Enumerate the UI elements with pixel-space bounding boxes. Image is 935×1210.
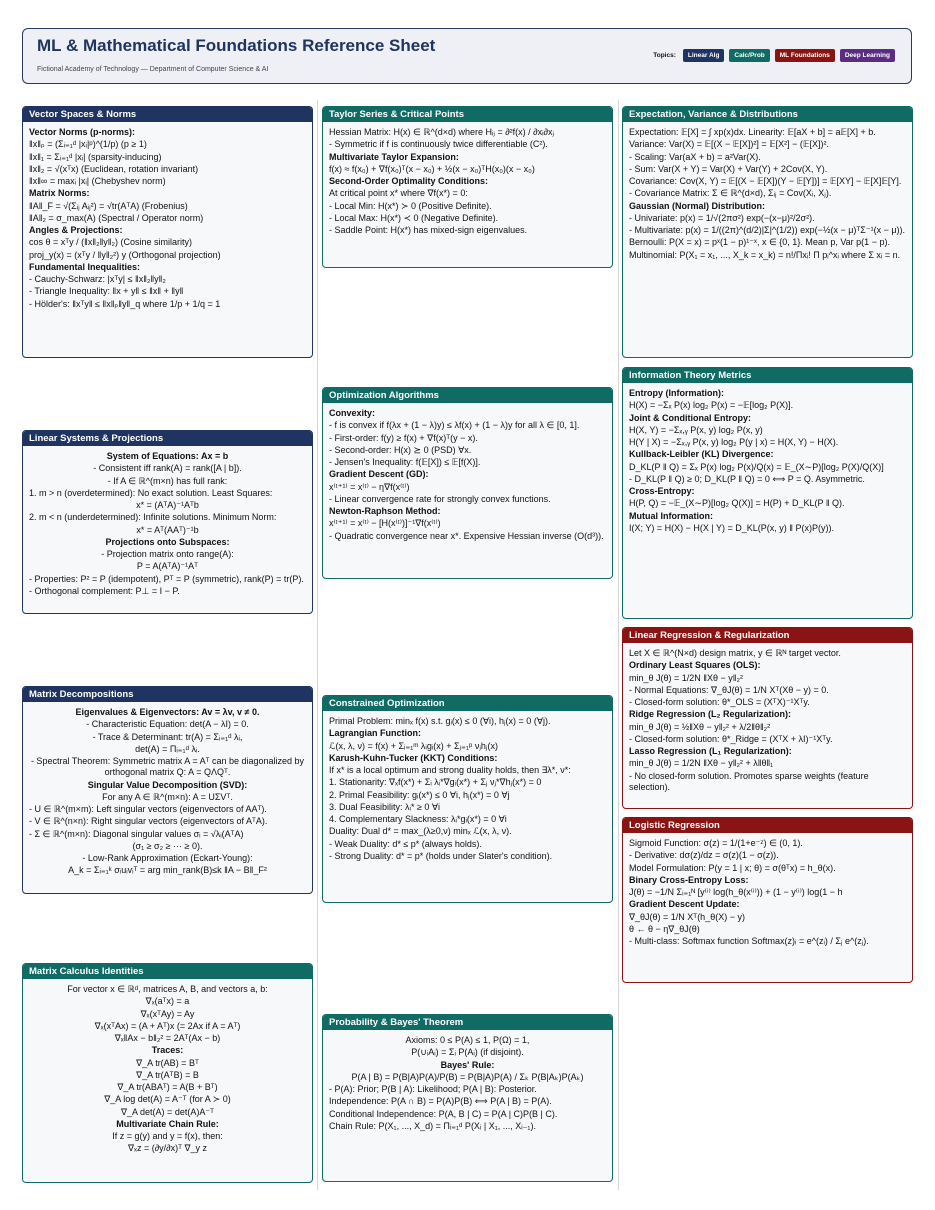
card-line: - Local Min: H(x*) ≻ 0 (Positive Definite). [329,200,492,211]
card-line: 4. Complementary Slackness: λᵢ*gᵢ(x*) = 0 ∀i [329,814,507,824]
card-line: P(∪ᵢAᵢ) = Σᵢ P(Aᵢ) (if disjoint). [411,1047,524,1058]
card-line: System of Equations: Ax = b [106,451,229,461]
card-body [623,643,912,798]
card-line: cos θ = xᵀy / (‖x‖₂‖y‖₂) (Cosine similarity) [29,237,193,248]
topic-tag-deep-learning: Deep Learning [840,49,895,62]
card-line: - Symmetric if f is continuously twice differentiable (C²). [329,139,548,150]
card-title: Information Theory Metrics [623,368,912,383]
card-line: (σ₁ ≥ σ₂ ≥ ··· ≥ 0). [132,840,203,851]
card-line: - Jensen's Inequality: f(𝔼[X]) ≤ 𝔼[f(X)]. [329,457,481,467]
card-line: - Spectral Theorem: Symmetric matrix A = Aᵀ can be diagonalized by orthogonal matrix Q: A = QΛQᵀ. [30,756,305,778]
card-title: Matrix Decompositions [23,687,312,702]
card-line: - Derivative: dσ(z)/dz = σ(z)(1 − σ(z)). [629,850,779,861]
card-title: Constrained Optimization [323,696,612,711]
card-line: ∇ₓ(xᵀAy) = Ay [140,1008,195,1019]
card-line: Entropy (Information): [629,388,724,398]
card-line: - Scaling: Var(aX + b) = a²Var(X). [629,151,761,162]
card-line: Expectation: 𝔼[X] = ∫ xp(x)dx. Linearity: 𝔼[aX + b] = a𝔼[X] + b. [629,127,876,137]
card-line: ∇ₓz = (∂y/∂x)ᵀ ∇_y z [127,1143,208,1154]
card-line: ‖A‖₂ = σ_max(A) (Spectral / Operator norm) [29,212,204,223]
card-line: Fundamental Inequalities: [29,261,141,272]
card-line: 3. Dual Feasibility: λᵢ* ≥ 0 ∀i [329,801,441,812]
card-line: Lasso Regression (L₁ Regularization): [629,746,792,756]
card-line: At critical point x* where ∇f(x*) = 0: [329,188,468,199]
card-line: Convexity: [329,408,376,418]
card-body [323,711,612,867]
column-divider [618,100,619,1190]
card-body [23,979,312,1160]
card-line: - Multi-class: Softmax function Softmax(z)ᵢ = e^(zᵢ) / Σⱼ e^(zⱼ). [629,936,869,946]
card-title: Linear Systems & Projections [23,431,312,446]
card-body [623,383,912,539]
card-line: - Σ ∈ ℝ^(m×n): Diagonal singular values σᵢ = √λᵢ(AᵀA) [29,828,244,839]
card-line: ℒ(x, λ, ν) = f(x) + Σᵢ₌₁ᵐ λᵢgᵢ(x) + Σⱼ₌₁ᵖ νⱼhⱼ(x) [329,740,498,751]
card-body [623,833,912,952]
card-line: Covariance: Cov(X, Y) = 𝔼[(X − 𝔼[X])(Y − 𝔼[Y])] = 𝔼[XY] − 𝔼[X]𝔼[Y]. [629,176,902,186]
card-line: - D_KL(P ‖ Q) ≥ 0; D_KL(P ‖ Q) = 0 ⟺ P = Q. Asymmetric. [629,473,865,484]
card-title: Logistic Regression [623,818,912,833]
card-line: f(x) ≈ f(x₀) + ∇f(x₀)ᵀ(x − x₀) + ½(x − x₀)ᵀH(x₀)(x − x₀) [329,163,535,174]
card-body [323,122,612,241]
card-line: Conditional Independence: P(A, B | C) = P(A | C)P(B | C). [329,1108,558,1119]
card-line: Gradient Descent (GD): [329,469,429,480]
card-line: 1. m > n (overdetermined): No exact solution. Least Squares: [29,487,273,498]
card-line: Projections onto Subspaces: [105,536,230,547]
card-line: If z = g(y) and y = f(x), then: [112,1131,223,1141]
card-line: H(P, Q) = −𝔼_(X∼P)[log₂ Q(X)] = H(P) + D_KL(P ‖ Q). [629,498,845,509]
card-line: x* = Aᵀ(AAᵀ)⁻¹b [136,524,199,535]
card-line: - Covariance Matrix: Σ ∈ ℝ^(d×d), Σᵢⱼ = Cov(Xᵢ, Xⱼ). [629,188,832,199]
card-line: H(Y | X) = −Σₓ,ᵧ P(x, y) log₂ P(y | x) = H(X, Y) − H(X). [629,437,839,447]
card-line: - Closed-form solution: θ*_OLS = (XᵀX)⁻¹Xᵀy. [629,697,810,707]
card-line: Variance: Var(X) = 𝔼[(X − 𝔼[X])²] = 𝔼[X²] − (𝔼[X])². [629,139,829,150]
card-line: - Univariate: p(x) = 1/√(2πσ²) exp(−(x−μ)²/2σ²). [629,212,815,223]
card-line: ∇ₓ(xᵀAx) = (A + Aᵀ)x (= 2Ax if A = Aᵀ) [94,1020,241,1031]
card-constrained-optimization [322,695,613,903]
card-line: - Properties: P² = P (idempotent), Pᵀ = P (symmetric), rank(P) = tr(P). [29,573,304,584]
card-line: - If A ∈ ℝ^(m×n) has full rank: [107,475,228,486]
card-line: min_θ J(θ) = 1/2N ‖Xθ − y‖₂² + λ‖θ‖₁ [629,758,774,769]
card-line: θ ← θ − η∇_θJ(θ) [629,923,700,934]
card-line: ∇ₓ‖Ax − b‖₂² = 2Aᵀ(Ax − b) [114,1033,221,1043]
card-line: - Quadratic convergence near x*. Expensive Hessian inverse (O(d³)). [329,530,604,541]
card-line: ∇_A det(A) = det(A)A⁻ᵀ [121,1106,214,1117]
card-line: - Second-order: H(x) ⪰ 0 (PSD) ∀x. [329,444,472,455]
card-linear-regression [622,627,913,809]
card-line: Second-Order Optimality Conditions: [329,176,489,186]
card-title: Vector Spaces & Norms [23,107,312,122]
card-line: Bernoulli: P(X = x) = pˣ(1 − p)¹⁻ˣ, x ∈ {0, 1}. Mean p, Var p(1 − p). [629,237,890,248]
card-information-theory [622,367,913,619]
card-line: Karush-Kuhn-Tucker (KKT) Conditions: [329,752,498,763]
card-taylor-series [322,106,613,268]
card-line: For any A ∈ ℝ^(m×n): A = UΣVᵀ. [102,791,233,802]
card-line: Mutual Information: [629,510,713,521]
topics-label: Topics: [653,52,676,59]
card-line: min_θ J(θ) = 1/2N ‖Xθ − y‖₂² [629,672,743,683]
card-line: Model Formulation: P(y = 1 | x; θ) = σ(θᵀx) = h_θ(x). [629,862,836,873]
card-line: - Low-Rank Approximation (Eckart-Young): [82,853,253,863]
card-title: Expectation, Variance & Distributions [623,107,912,122]
card-line: Duality: Dual d* = max_(λ≥0,ν) minₓ ℒ(x, λ, ν). [329,826,512,837]
card-line: - Orthogonal complement: P⊥ = I − P. [29,585,180,596]
card-line: x* = (AᵀA)⁻¹Aᵀb [136,500,199,510]
card-line: ∇ₓ(aᵀx) = a [145,996,190,1007]
card-line: Primal Problem: minₓ f(x) s.t. gᵢ(x) ≤ 0 (∀i), hⱼ(x) = 0 (∀j). [329,716,551,726]
card-line: If x* is a local optimum and strong duality holds, then ∃λ*, ν*: [329,765,571,775]
card-line: Ridge Regression (L₂ Regularization): [629,709,792,720]
card-line: P(A | B) = P(B|A)P(A)/P(B) = P(B|A)P(A) / Σₖ P(B|Aₖ)P(Aₖ) [351,1071,584,1082]
card-line: Chain Rule: P(X₁, ..., X_d) = Πᵢ₌₁ᵈ P(Xᵢ | X₁, ..., Xᵢ₋₁). [329,1120,536,1131]
topic-tag-ml-foundations: ML Foundations [775,49,835,62]
card-optimization-algorithms [322,387,613,579]
card-line: ‖A‖_F = √(Σᵢⱼ Aᵢⱼ²) = √tr(AᵀA) (Frobenius) [29,200,188,211]
card-line: - Normal Equations: ∇_θJ(θ) = 1/N Xᵀ(Xθ − y) = 0. [629,684,829,695]
card-matrix-decompositions [22,686,313,894]
card-body [23,446,312,602]
card-line: ‖x‖ₚ = (Σᵢ₌₁ᵈ |xᵢ|ᵖ)^(1/p) (p ≥ 1) [29,139,147,150]
card-body [23,122,312,315]
card-line: Bayes' Rule: [440,1059,495,1070]
card-line: - Cauchy-Schwarz: |xᵀy| ≤ ‖x‖₂‖y‖₂ [29,274,166,284]
card-line: J(θ) = −1/N Σᵢ₌₁ᴺ [y⁽ⁱ⁾ log(h_θ(x⁽ⁱ⁾)) + (1 − y⁽ⁱ⁾) log(1 − h [629,887,843,897]
card-line: Cross-Entropy: [629,486,695,496]
card-line: ‖x‖₂ = √(xᵀx) (Euclidean, rotation invariant) [29,163,199,174]
card-line: P = A(AᵀA)⁻¹Aᵀ [136,561,199,572]
card-line: Gaussian (Normal) Distribution: [629,200,766,211]
card-line: - Closed-form solution: θ*_Ridge = (XᵀX + λI)⁻¹Xᵀy. [629,733,833,744]
card-line: - V ∈ ℝ^(n×n): Right singular vectors (eigenvectors of AᵀA). [29,816,268,827]
card-line: det(A) = Πᵢ₌₁ᵈ λᵢ. [135,743,200,754]
card-body [23,702,312,882]
card-line: proj_y(x) = (xᵀy / ‖y‖₂²) y (Orthogonal projection) [29,249,221,260]
card-line: Singular Value Decomposition (SVD): [87,779,248,790]
card-line: - First-order: f(y) ≥ f(x) + ∇f(x)ᵀ(y − x). [329,432,478,443]
card-line: Independence: P(A ∩ B) = P(A)P(B) ⟺ P(A | B) = P(A). [329,1096,552,1107]
card-expectation-variance [622,106,913,358]
card-line: ∇_A tr(AB) = Bᵀ [136,1057,199,1068]
page-title: ML & Mathematical Foundations Reference Sheet [37,36,436,55]
card-line: Multivariate Taylor Expansion: [329,151,459,162]
card-line: Sigmoid Function: σ(z) = 1/(1+e⁻ᶻ) ∈ (0, 1). [629,838,803,848]
card-line: - Strong Duality: d* = p* (holds under Slater's condition). [329,850,553,861]
card-line: ∇_A tr(AᵀB) = B [136,1069,199,1080]
card-line: - Sum: Var(X + Y) = Var(X) + Var(Y) + 2Cov(X, Y). [629,163,828,174]
card-line: - Projection matrix onto range(A): [101,549,234,559]
card-title: Optimization Algorithms [323,388,612,403]
card-line: Multivariate Chain Rule: [116,1118,219,1129]
card-line: x⁽ᵗ⁺¹⁾ = x⁽ᵗ⁾ − η∇f(x⁽ᵗ⁾) [329,481,410,492]
card-body [323,1030,612,1137]
card-line: - U ∈ ℝ^(m×m): Left singular vectors (eigenvectors of AAᵀ). [29,804,267,814]
card-line: H(X, Y) = −Σₓ,ᵧ P(x, y) log₂ P(x, y) [629,424,763,435]
card-line: - Consistent iff rank(A) = rank([A | b]). [93,463,242,474]
card-line: - P(A): Prior; P(B | A): Likelihood; P(A | B): Posterior. [329,1084,537,1094]
card-logistic-regression [622,817,913,983]
card-title: Linear Regression & Regularization [623,628,912,643]
card-line: Gradient Descent Update: [629,899,740,910]
card-line: 2. m < n (underdetermined): Infinite solutions. Minimum Norm: [29,512,277,523]
card-line: Angles & Projections: [29,225,123,235]
card-line: Matrix Norms: [29,188,90,199]
card-title: Matrix Calculus Identities [23,964,312,979]
card-probability-bayes [322,1014,613,1182]
card-line: Joint & Conditional Entropy: [629,412,751,423]
card-line: - Local Max: H(x*) ≺ 0 (Negative Definite). [329,212,499,223]
page-subtitle: Fictional Academy of Technology — Department of Computer Science & AI [37,66,269,73]
card-line: 1. Stationarity: ∇ₓf(x*) + Σᵢ λᵢ*∇gᵢ(x*) + Σⱼ νⱼ*∇hⱼ(x*) = 0 [329,777,542,788]
topic-tag-linear-alg: Linear Alg [683,49,725,62]
card-line: I(X; Y) = H(X) − H(X | Y) = D_KL(P(x, y) ‖ P(x)P(y)). [629,522,835,533]
card-matrix-calculus [22,963,313,1183]
card-line: ‖x‖∞ = maxᵢ |xᵢ| (Chebyshev norm) [29,176,166,186]
card-line: H(X) = −Σₓ P(x) log₂ P(x) = −𝔼[log₂ P(X)]. [629,400,794,411]
card-line: Multinomial: P(X₁ = x₁, ..., X_k = x_k) = n!/Πxᵢ! Π pᵢ^xᵢ where Σ xᵢ = n. [629,249,901,260]
card-line: min_θ J(θ) = ½‖Xθ − y‖₂² + λ/2‖θ‖₂² [629,721,771,732]
card-line: Vector Norms (p-norms): [29,127,136,137]
card-line: - Linear convergence rate for strongly convex functions. [329,493,551,504]
header-banner [22,28,912,84]
card-title: Taylor Series & Critical Points [323,107,612,122]
card-line: - Hölder's: ‖xᵀy‖ ≤ ‖x‖ₚ‖y‖_q where 1/p + 1/q = 1 [29,298,221,309]
card-line: ‖x‖₁ = Σᵢ₌₁ᵈ |xᵢ| (sparsity-inducing) [29,151,162,162]
card-linear-systems [22,430,313,614]
card-line: - Saddle Point: H(x*) has mixed-sign eigenvalues. [329,225,528,235]
card-line: Let X ∈ ℝ^(N×d) design matrix, y ∈ ℝᴺ target vector. [629,648,841,658]
card-line: - Characteristic Equation: det(A − λI) = 0. [86,719,249,730]
card-line: Kullback-Leibler (KL) Divergence: [629,449,774,460]
card-line: Lagrangian Function: [329,728,421,739]
card-line: - Multivariate: p(x) = 1/((2π)^(d/2)|Σ|^(1/2)) exp(−½(x − μ)ᵀΣ⁻¹(x − μ)). [629,225,906,235]
topics-legend [653,49,895,62]
card-line: 2. Primal Feasibility: gᵢ(x*) ≤ 0 ∀i, hⱼ(x*) = 0 ∀j [329,789,510,800]
column-divider [317,100,318,1190]
topic-tag-calc-prob: Calc/Prob [729,49,769,62]
card-body [323,403,612,547]
card-line: Eigenvalues & Eigenvectors: Av = λv, v ≠ 0. [75,707,260,717]
card-line: Binary Cross-Entropy Loss: [629,874,749,885]
card-line: - Trace & Determinant: tr(A) = Σᵢ₌₁ᵈ λᵢ, [92,731,243,742]
card-line: x⁽ᵗ⁺¹⁾ = x⁽ᵗ⁾ − [H(x⁽ᵗ⁾)]⁻¹∇f(x⁽ᵗ⁾) [329,518,441,529]
card-title: Probability & Bayes' Theorem [323,1015,612,1030]
card-line: For vector x ∈ ℝᵈ, matrices A, B, and vectors a, b: [67,984,268,994]
card-line: ∇_A log det(A) = A⁻ᵀ (for A ≻ 0) [104,1094,231,1105]
card-line: - f is convex if f(λx + (1 − λ)y) ≤ λf(x) + (1 − λ)y for all λ ∈ [0, 1]. [329,420,580,431]
card-line: D_KL(P ‖ Q) = Σₓ P(x) log₂ P(x)/Q(x) = 𝔼_(X∼P)[log₂ P(X)/Q(X)] [629,461,884,472]
card-line: ∇_θJ(θ) = 1/N Xᵀ(h_θ(X) − y) [629,911,745,922]
card-line: Axioms: 0 ≤ P(A) ≤ 1, P(Ω) = 1, [405,1035,530,1045]
card-line: Newton-Raphson Method: [329,506,441,516]
card-line: ∇_A tr(ABAᵀ) = A(B + Bᵀ) [117,1082,218,1092]
card-line: Traces: [151,1045,184,1056]
card-line: Ordinary Least Squares (OLS): [629,660,761,671]
card-line: Hessian Matrix: H(x) ∈ ℝ^(d×d) where Hᵢⱼ = ∂²f(x) / ∂xᵢ∂xⱼ [329,127,555,137]
card-line: - Triangle Inequality: ‖x + y‖ ≤ ‖x‖ + ‖y‖ [29,286,184,297]
card-line: A_k = Σᵢ₌₁ᵏ σᵢuᵢvᵢᵀ = arg min_rank(B)≤k ‖A − B‖_F² [68,865,267,876]
card-line: - Weak Duality: d* ≤ p* (always holds). [329,838,482,849]
card-body [623,122,912,266]
card-line: - No closed-form solution. Promotes sparse weights (feature selection). [629,770,869,792]
card-vector-spaces [22,106,313,358]
